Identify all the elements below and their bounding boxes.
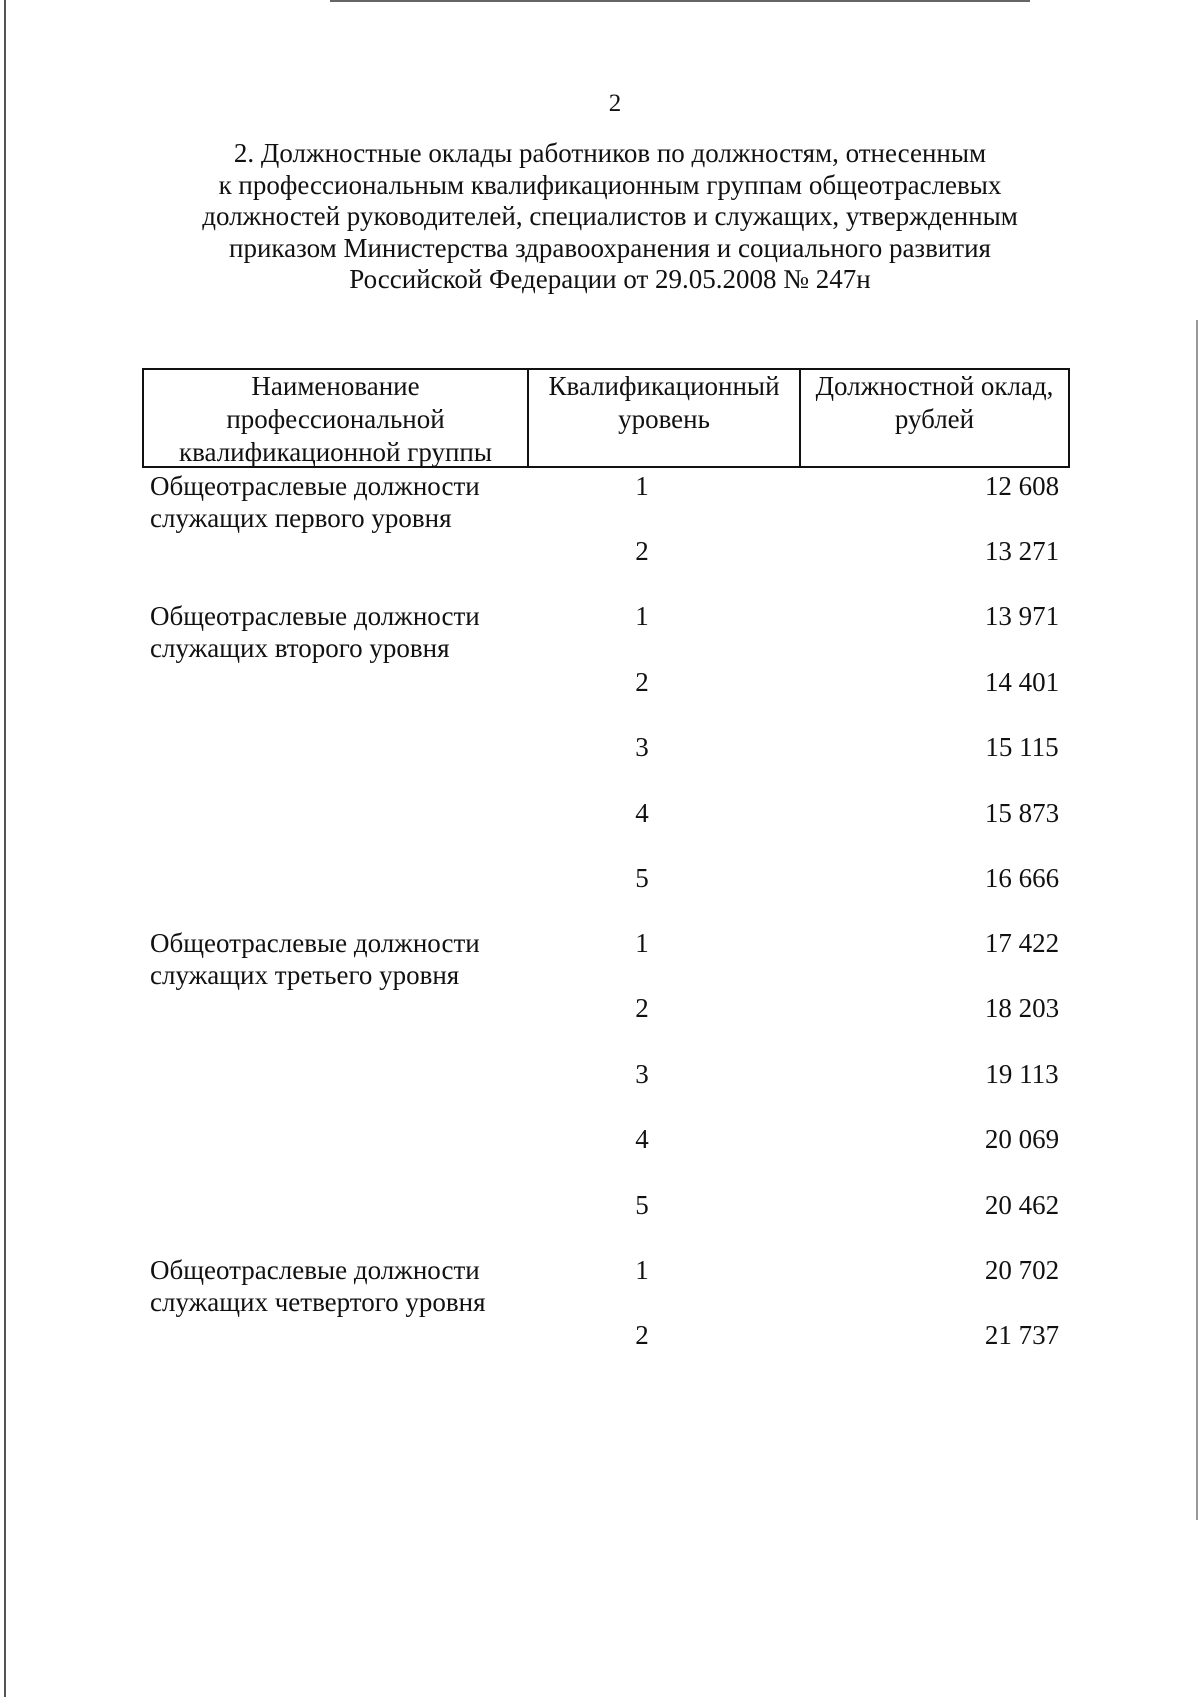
header-text: профессиональной	[226, 404, 445, 434]
group-name-line: служащих второго уровня	[150, 633, 450, 663]
table-row	[142, 1059, 1070, 1098]
salary-cell: 14 401	[984, 667, 1060, 697]
scan-edge-left	[4, 0, 6, 1697]
page-number: 2	[608, 90, 622, 117]
table-header	[142, 368, 1070, 468]
salary-cell: 21 737	[984, 1320, 1060, 1350]
salary-cell: 16 666	[984, 863, 1060, 893]
table-row	[142, 993, 1070, 1032]
group-name-line: Общеотраслевые должности	[150, 928, 480, 958]
table-row	[142, 536, 1070, 575]
salary-cell: 18 203	[984, 993, 1060, 1023]
group-name-line: Общеотраслевые должности	[150, 1255, 480, 1285]
scan-edge-top	[330, 0, 1030, 2]
group-name-cell	[150, 600, 530, 664]
document-heading	[150, 138, 1070, 296]
table-row	[142, 863, 1070, 902]
level-cell: 3	[635, 1059, 649, 1089]
level-cell: 2	[635, 667, 649, 697]
group-name-cell	[150, 470, 530, 534]
salary-cell: 15 115	[985, 732, 1059, 762]
header-text: Должностной оклад,	[815, 371, 1054, 401]
level-cell: 1	[635, 928, 649, 958]
level-cell: 1	[635, 471, 649, 501]
header-salary	[801, 370, 1068, 466]
header-text: уровень	[618, 404, 710, 434]
group-name-line: служащих четвертого уровня	[150, 1287, 486, 1317]
table-row	[142, 1124, 1070, 1163]
salary-cell: 20 069	[984, 1124, 1060, 1154]
salary-cell: 15 873	[984, 798, 1060, 828]
header-qualification-level	[529, 370, 801, 466]
header-group-name	[144, 370, 529, 466]
heading-line: Российской Федерации от 29.05.2008 № 247н	[349, 264, 871, 294]
group-name-line: служащих третьего уровня	[150, 960, 460, 990]
salary-cell: 17 422	[984, 928, 1060, 958]
level-cell: 4	[635, 1124, 649, 1154]
table-row	[142, 928, 1070, 990]
header-text: рублей	[894, 404, 975, 434]
level-cell: 2	[635, 536, 649, 566]
salary-cell: 12 608	[984, 471, 1060, 501]
table-row	[142, 732, 1070, 771]
salary-cell: 19 113	[985, 1059, 1059, 1089]
table-row	[142, 667, 1070, 706]
level-cell: 2	[635, 993, 649, 1023]
salary-cell: 20 702	[984, 1255, 1060, 1285]
header-text: Наименование	[251, 371, 420, 401]
heading-line: к профессиональным квалификационным группам общеотраслевых	[218, 169, 1002, 200]
table-row	[142, 601, 1070, 663]
table-row	[142, 1190, 1070, 1229]
level-cell: 5	[635, 863, 649, 893]
level-cell: 3	[635, 732, 649, 762]
table-row	[142, 798, 1070, 837]
group-name-line: служащих первого уровня	[150, 503, 452, 533]
salary-cell: 20 462	[984, 1190, 1060, 1220]
salary-cell: 13 271	[984, 536, 1060, 566]
table-row	[142, 1255, 1070, 1317]
group-name-line: Общеотраслевые должности	[150, 601, 480, 631]
heading-line: приказом Министерства здравоохранения и социального развития	[229, 232, 991, 263]
group-name-cell	[150, 927, 530, 991]
table-row	[142, 471, 1070, 533]
level-cell: 4	[635, 798, 649, 828]
scan-edge-right	[1196, 320, 1198, 1520]
table-row	[142, 1320, 1070, 1359]
heading-line: должностей руководителей, специалистов и служащих, утвержденным	[202, 201, 1018, 231]
level-cell: 1	[635, 1255, 649, 1285]
header-text: Квалификационный	[548, 371, 780, 401]
header-text: квалификационной группы	[178, 437, 493, 467]
level-cell: 5	[635, 1190, 649, 1220]
salary-cell: 13 971	[984, 601, 1060, 631]
group-name-cell	[150, 1254, 530, 1318]
group-name-line: Общеотраслевые должности	[150, 471, 480, 501]
level-cell: 2	[635, 1320, 649, 1350]
level-cell: 1	[635, 601, 649, 631]
heading-line: 2. Должностные оклады работников по должностям, отнесенным	[233, 138, 987, 168]
